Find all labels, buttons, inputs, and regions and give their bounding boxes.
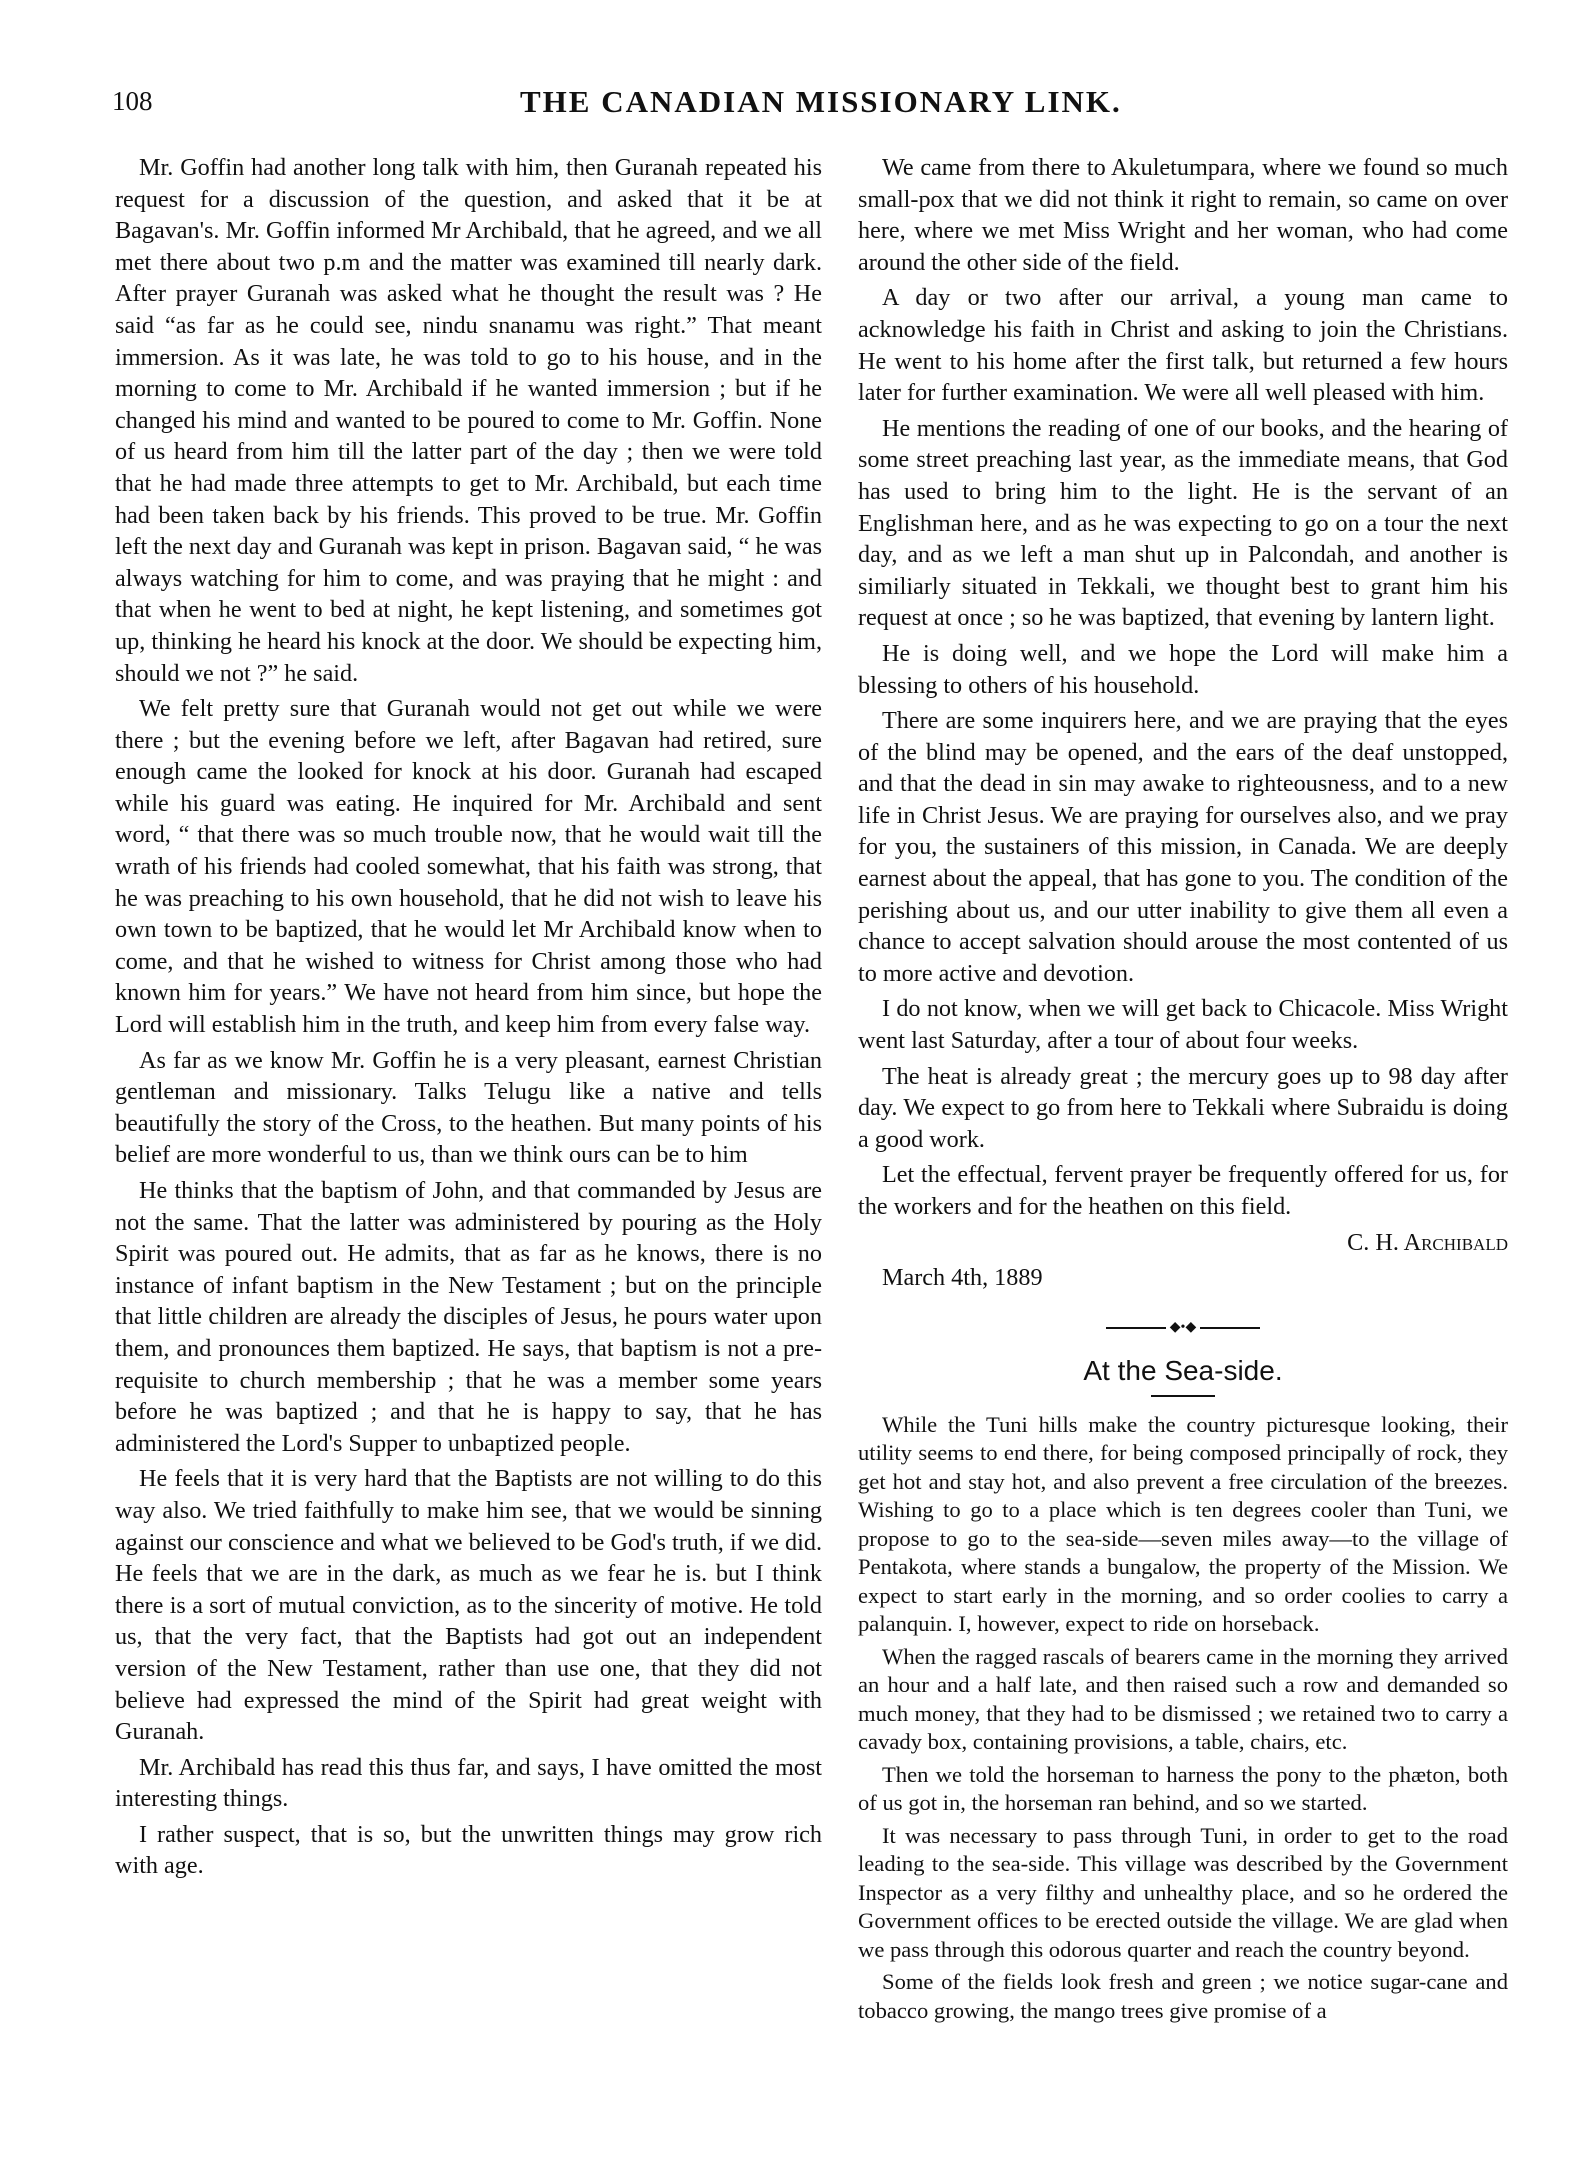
section-body [858,1411,1508,2026]
paragraph: A day or two after our arrival, a young man came to acknowledge his faith in Christ and asking to join the Christians. He went to his home after the first talk, but returned a few hours later for further examination. We were all well pleased with him. [858,284,1508,407]
signature: C. H. Archibald [1347,1228,1508,1256]
paragraph: He thinks that the baptism of John, and that commanded by Jesus are not the same. That the latter was administered by pouring as the Holy Spirit was poured out. He admits, that as far as he knows, there is no instance of infant baptism in the New Testament ; but on the principle that little children are already the disciples of Jesus, he pours water upon them, and pronounces them baptized. He says, that baptism is not a pre-requisite to church membership ; that he was a member some years before he was baptized ; and that he is happy to say, that he has administered the Lord's Supper to unbaptized people. [115,1177,822,1457]
paragraph: There are some inquirers here, and we are praying that the eyes of the blind may be opened, and the ears of the deaf unstopped, and that the dead in sin may awake to righteousness, and to a new life in Christ Jesus. We are praying for ourselves also, and we pray for you, the sustainers of this mission, in Canada. We are deeply earnest about the appeal, that has gone to you. The condition of the perishing about us, and our utter inability to give them all even a chance to accept salvation should arouse the most contented of us to more active and devotion. [858,707,1508,987]
paragraph: I do not know, when we will get back to Chicacole. Miss Wright went last Saturday, after a tour of about four weeks. [858,995,1508,1055]
paragraph: When the ragged rascals of bearers came in the morning they arrived an hour and a half late, and then raised such a row and demanded so much money, that they had to be dismissed ; we retained two to carry a cavady box, containing provisions, a table, chairs, etc. [858,1643,1508,1755]
paragraph: I rather suspect, that is so, but the unwritten things may grow rich with age. [115,1820,822,1880]
paragraph: As far as we know Mr. Goffin he is a very pleasant, earnest Christian gentleman and missionary. Talks Telugu like a native and tells beautifully the story of the Cross, to the heathen. But many points of his belief are more wonderful to us, than we think ours can be to him [115,1046,822,1169]
paragraph: Then we told the horseman to harness the pony to the phæton, both of us got in, the horseman ran behind, and so we started. [858,1761,1508,1816]
left-column [115,152,822,1886]
right-column [858,152,1508,2029]
section-separator [858,1312,1508,1344]
dateline: March 4th, 1889 [882,1264,1043,1292]
paragraph: He mentions the reading of one of our books, and the hearing of some street preaching last year, as the immediate means, that God has used to bring him to the light. He is the servant of an Englishman here, and as he was expecting to go on a tour the next day, and as we left a man shut up in Palcondah, and another is similiarly situated in Tekkali, we thought best to grant him his request at once ; so he was baptized, that evening by lantern light. [858,414,1508,632]
separator-ornament: ◆•◆ [1169,1319,1197,1335]
separator-rule-left [1106,1327,1166,1329]
page-number: 108 [112,86,153,116]
paragraph: We felt pretty sure that Guranah would not get out while we were there ; but the evening before we left, after Bagavan had retired, sure enough came the looked for knock at his door. Guranah had escaped while his guard was eating. He inquired for Mr. Archibald and sent word, “ that there was so much trouble now, that he would wait till the wrath of his friends had cooled somewhat, that his faith was strong, that he was preaching to his own household, that he did not wish to leave his own town to be baptized, that he would let Mr Archibald know when to come, and that he wished to witness for Christ among those who had known him for years.” We have not heard from him since, but hope the Lord will establish him in the truth, and keep him from every false way. [115,695,822,1039]
paragraph: The heat is already great ; the mercury goes up to 98 day after day. We expect to go from here to Tekkali where Subraidu is doing a good work. [858,1062,1508,1153]
paragraph: Mr. Archibald has read this thus far, and says, I have omitted the most interesting things. [115,1753,822,1813]
paragraph: We came from there to Akuletumpara, where we found so much small-pox that we did not think it right to remain, so came on over here, where we met Miss Wright and her woman, who had come around the other side of the field. [858,154,1508,276]
section-title: At the Sea-side. [1083,1355,1283,1387]
paragraph: Some of the fields look fresh and green ; we notice sugar-cane and tobacco growing, the mango trees give promise of a [858,1969,1508,2023]
paragraph: Let the effectual, fervent prayer be frequently offered for us, for the workers and for the heathen on this field. [858,1161,1508,1220]
paragraph: He feels that it is very hard that the Baptists are not willing to do this way also. We tried faithfully to make him see, that we would be sinning against our conscience and what we believed to be God's truth, if we did. He feels that we are in the dark, as much as we fear he is. but I think there is a sort of mutual conviction, as to the sincerity of motive. He told us, that the very fact, that the Baptists had got out an independent version of the New Testament, rather than use one, that they did not believe had expressed the mind of the Spirit had great weight with Guranah. [115,1465,822,1746]
paragraph: It was necessary to pass through Tuni, in order to get to the road leading to the sea-side. This village was described by the Government Inspector as a very filthy and unhealthy place, and so he ordered the Government offices to be erected outside the village. We are glad when we pass through this odorous quarter and reach the country beyond. [858,1822,1508,1962]
title-rule [1151,1395,1215,1397]
separator-rule-right [1200,1327,1260,1329]
paragraph: While the Tuni hills make the country picturesque looking, their utility seems to end there, for being composed principally of rock, they get hot and stay hot, and also prevent a free circulation of the breezes. Wishing to go to a place which is ten degrees cooler than Tuni, we propose to go to the sea-side—seven miles away—to the village of Pentakota, where stands a bungalow, the property of the Mission. We expect to start early in the morning, and so order coolies to carry a palanquin. I, however, expect to ride on horseback. [858,1411,1508,1637]
paragraph: Mr. Goffin had another long talk with him, then Guranah repeated his request for a discussion of the question, and asked that it be at Bagavan's. Mr. Goffin informed Mr Archibald, that he agreed, and we all met there about two p.m and the matter was examined till nearly dark. After prayer Guranah was asked what he thought the result was ? He said “as far as he could see, nindu snanamu was right.” That meant immersion. As it was late, he was told to go to his house, and in the morning to come to Mr. Archibald if he wanted immersion ; but if he changed his mind and wanted to be poured to come to Mr. Goffin. None of us heard from him till the latter part of the day ; then we were told that he had made three attempts to get to Mr. Archibald, but each time had been taken back by his friends. This proved to be true. Mr. Goffin left the next day and Guranah was kept in prison. Bagavan said, “ he was always watching for him to come, and was praying that he might : and that when he went to bed at night, he kept listening, and sometimes got up, thinking he heard his knock at the door. We should be expecting him, should we not ?” he said. [115,154,822,687]
running-head: THE CANADIAN MISSIONARY LINK. [520,84,1122,119]
paragraph: He is doing well, and we hope the Lord will make him a blessing to others of his household. [858,639,1508,699]
